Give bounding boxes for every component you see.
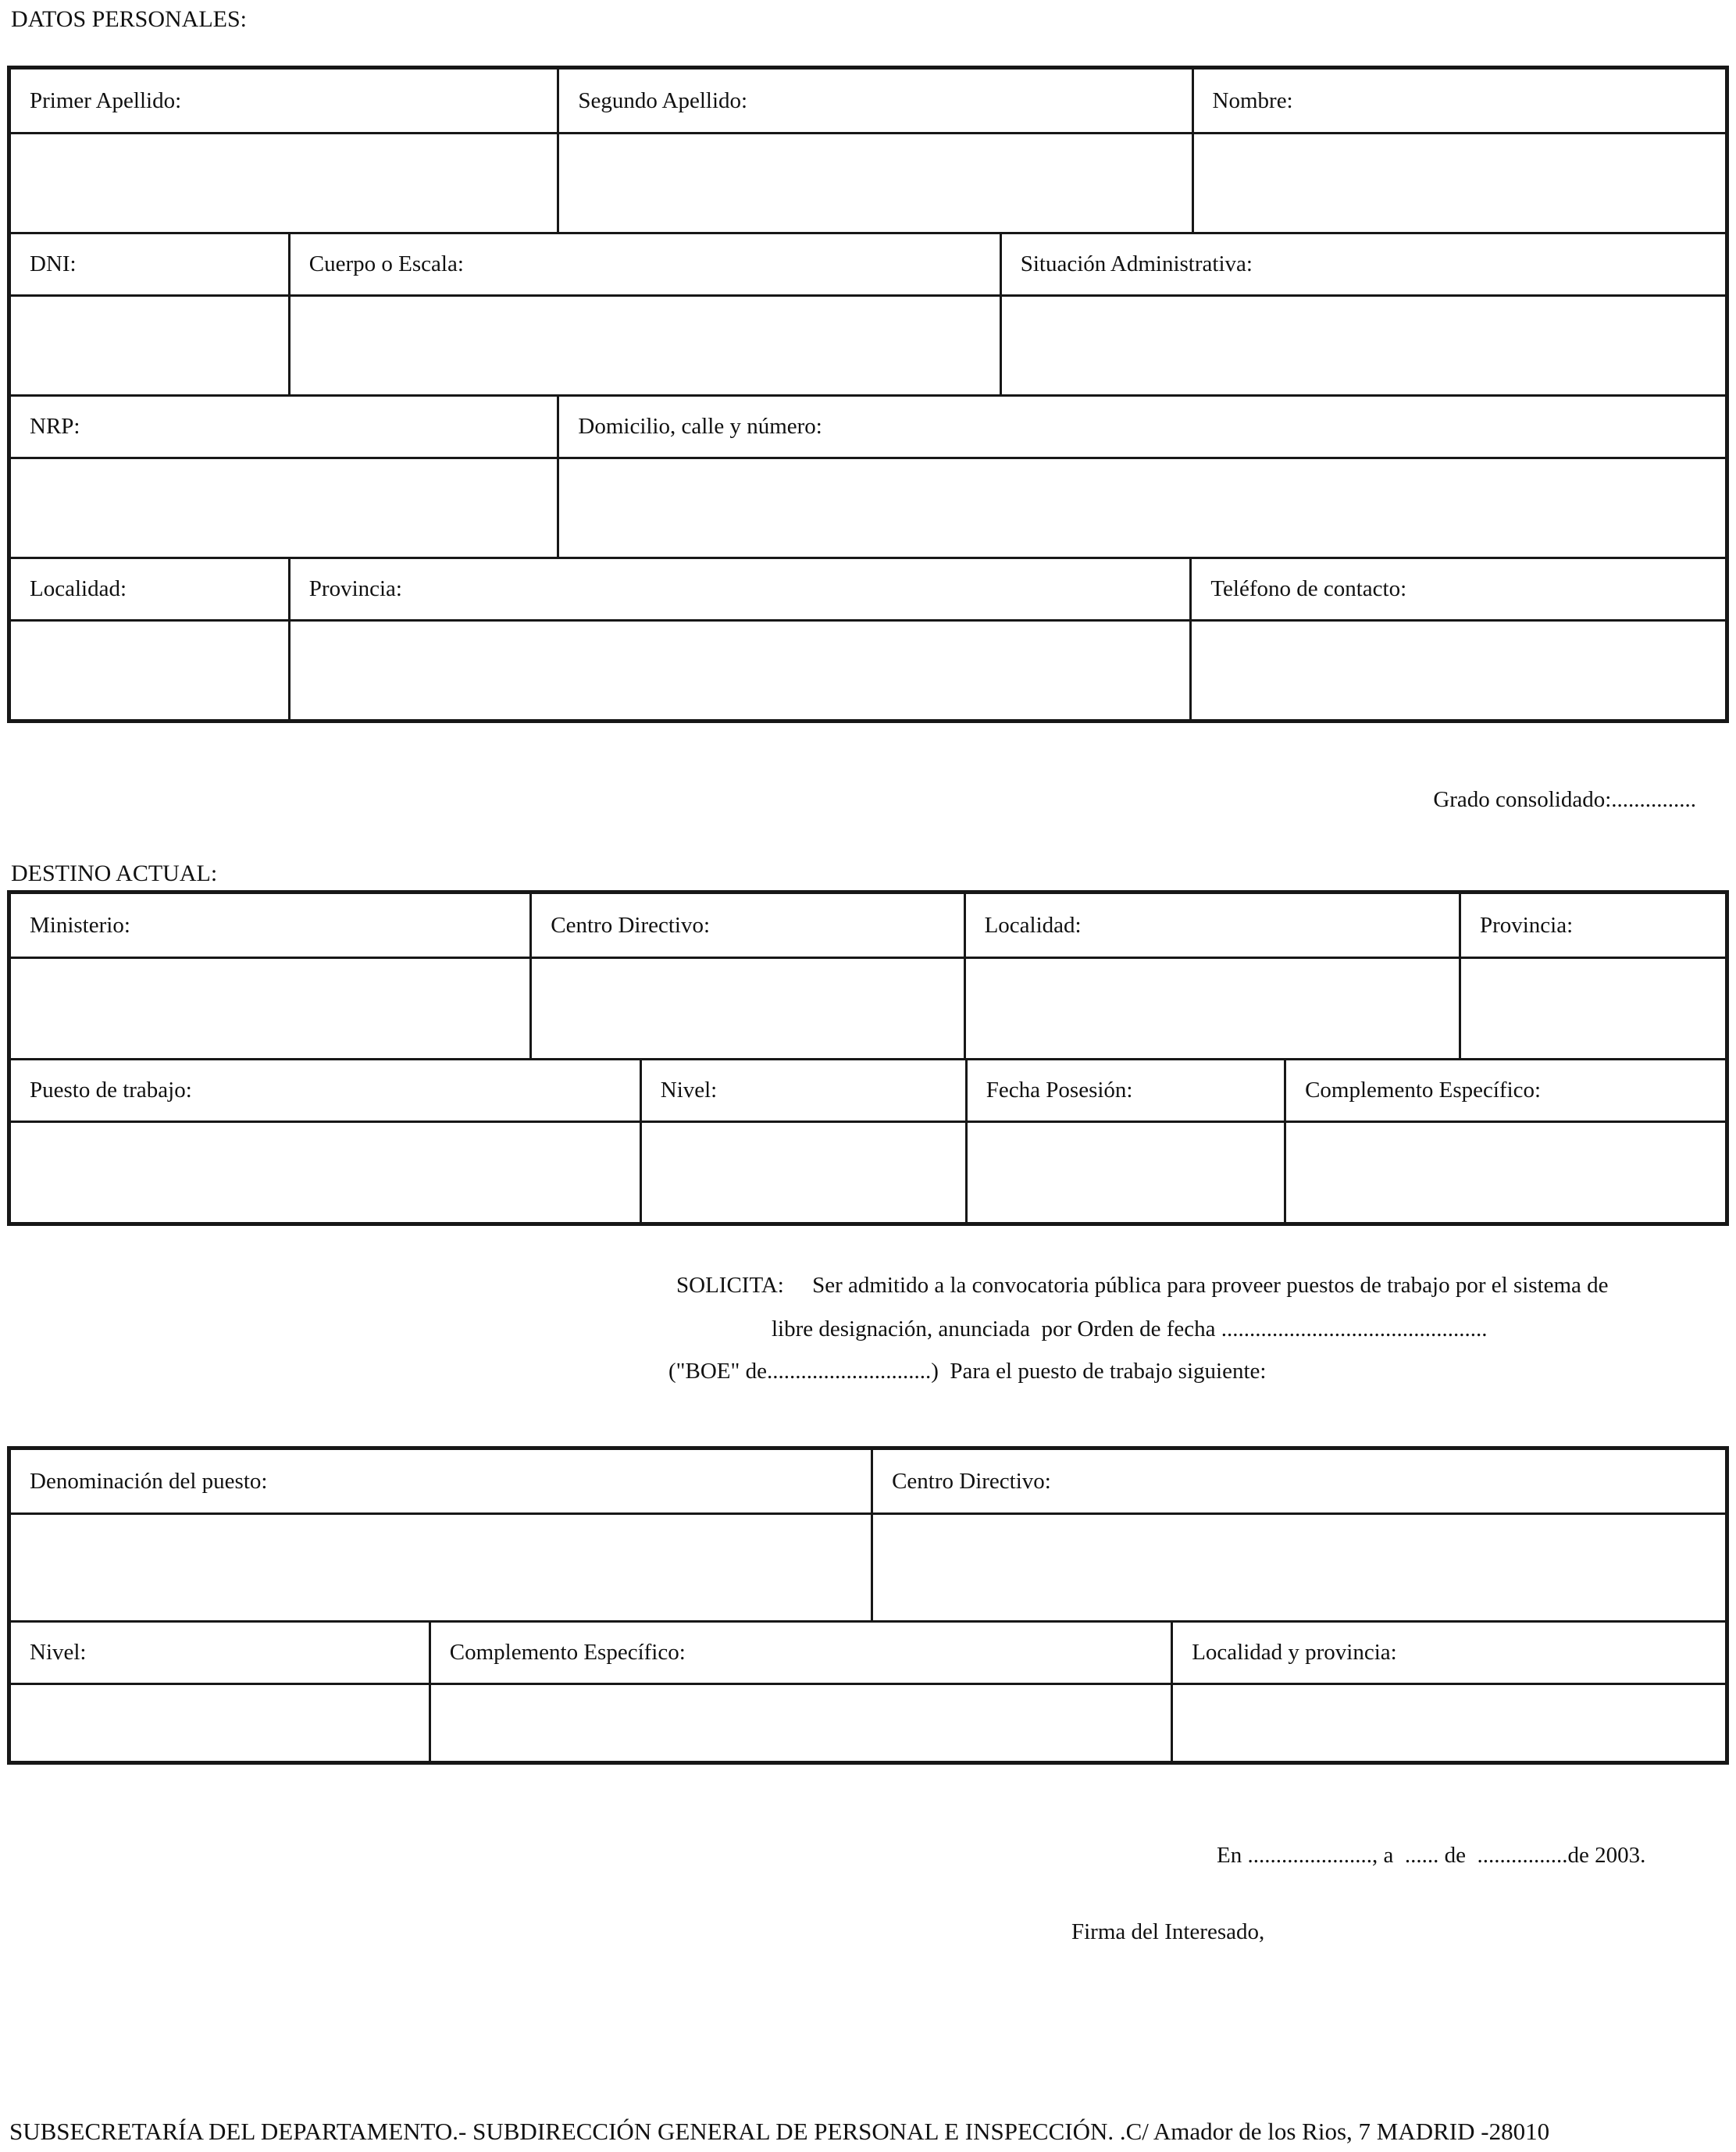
denominacion-puesto-input[interactable] — [11, 1515, 873, 1620]
ministerio-label: Ministerio: — [11, 894, 532, 957]
telefono-label: Teléfono de contacto: — [1210, 576, 1407, 601]
destino-localidad-label: Localidad: — [966, 894, 1461, 957]
localidad-input[interactable] — [11, 622, 291, 719]
nivel-input[interactable] — [642, 1123, 968, 1222]
situacion-administrativa-input[interactable] — [1002, 297, 1725, 394]
puesto-centro-directivo-label: Centro Directivo: — [892, 1468, 1051, 1494]
nombre-label: Nombre: — [1212, 87, 1293, 113]
puesto-nivel-label: Nivel: — [11, 1623, 431, 1683]
primer-apellido-label: Primer Apellido: — [11, 69, 559, 132]
table-row — [11, 1058, 1725, 1121]
complemento-especifico-input[interactable] — [1286, 1123, 1725, 1222]
dni-input[interactable] — [11, 297, 291, 394]
table-row — [11, 957, 1725, 1058]
table-row — [11, 132, 1725, 232]
date-line: En ......................, a ...... de ................de 2003. — [1217, 1843, 1646, 1868]
table-row — [11, 294, 1725, 394]
personal-data-table — [7, 66, 1729, 723]
table-row — [11, 1121, 1725, 1222]
datos-personales-heading: DATOS PERSONALES: — [11, 6, 248, 32]
table-row — [11, 457, 1725, 557]
table-row — [11, 1620, 1725, 1683]
footer-address: SUBSECRETARÍA DEL DEPARTAMENTO.- SUBDIRECCIÓN GENERAL DE PERSONAL E INSPECCIÓN. .C/ Amador de los Rios, 7 MADRID -28010 — [9, 2118, 1550, 2145]
solicita-line-1: SOLICITA: Ser admitido a la convocatoria pública para proveer puestos de trabajo por el sistema de — [676, 1273, 1609, 1298]
cuerpo-escala-label: Cuerpo o Escala: — [291, 234, 1002, 294]
segundo-apellido-label: Segundo Apellido: — [559, 69, 1193, 132]
table-row — [11, 232, 1725, 294]
nivel-label: Nivel: — [642, 1060, 968, 1121]
centro-directivo-input[interactable] — [532, 959, 965, 1058]
localidad-provincia-input[interactable] — [1173, 1685, 1725, 1761]
provincia-input[interactable] — [291, 622, 1192, 719]
destino-localidad-input[interactable] — [966, 959, 1461, 1058]
destino-actual-table — [7, 890, 1729, 1226]
domicilio-label: Domicilio, calle y número: — [578, 414, 822, 439]
situacion-administrativa-label: Situación Administrativa: — [1020, 251, 1253, 276]
puesto-solicitado-table — [7, 1446, 1729, 1765]
localidad-label: Localidad: — [11, 559, 291, 619]
table-row — [11, 557, 1725, 619]
telefono-input[interactable] — [1192, 622, 1725, 719]
cuerpo-escala-input[interactable] — [291, 297, 1002, 394]
fecha-posesion-input[interactable] — [968, 1123, 1286, 1222]
table-row — [11, 1683, 1725, 1761]
destino-provincia-input[interactable] — [1461, 959, 1725, 1058]
destino-actual-heading: DESTINO ACTUAL: — [11, 860, 218, 886]
signature-line: Firma del Interesado, — [1071, 1919, 1265, 1944]
grado-consolidado-label: Grado consolidado:............... — [1433, 787, 1696, 812]
puesto-complemento-input[interactable] — [431, 1685, 1173, 1761]
segundo-apellido-input[interactable] — [559, 134, 1193, 232]
table-row — [11, 894, 1725, 957]
nrp-label: NRP: — [11, 397, 559, 457]
dni-label: DNI: — [11, 234, 291, 294]
domicilio-input[interactable] — [559, 459, 1725, 557]
centro-directivo-label: Centro Directivo: — [532, 894, 965, 957]
solicita-line-3: ("BOE" de.............................) Para el puesto de trabajo siguiente: — [668, 1359, 1267, 1384]
primer-apellido-input[interactable] — [11, 134, 559, 232]
provincia-label: Provincia: — [291, 559, 1192, 619]
nombre-input[interactable] — [1194, 134, 1725, 232]
destino-provincia-label: Provincia: — [1479, 912, 1574, 938]
table-row — [11, 619, 1725, 719]
puesto-trabajo-label: Puesto de trabajo: — [11, 1060, 642, 1121]
table-row — [11, 1450, 1725, 1512]
table-row — [11, 1512, 1725, 1620]
localidad-provincia-label: Localidad y provincia: — [1192, 1640, 1397, 1665]
denominacion-puesto-label: Denominación del puesto: — [11, 1450, 873, 1512]
fecha-posesion-label: Fecha Posesión: — [968, 1060, 1286, 1121]
table-row — [11, 69, 1725, 132]
puesto-nivel-input[interactable] — [11, 1685, 431, 1761]
nrp-input[interactable] — [11, 459, 559, 557]
puesto-complemento-label: Complemento Específico: — [431, 1623, 1173, 1683]
puesto-centro-directivo-input[interactable] — [873, 1515, 1725, 1620]
solicita-line-2: libre designación, anunciada por Orden de fecha ............................................... — [772, 1316, 1488, 1341]
ministerio-input[interactable] — [11, 959, 532, 1058]
table-row — [11, 394, 1725, 457]
complemento-especifico-label: Complemento Específico: — [1305, 1078, 1542, 1103]
puesto-trabajo-input[interactable] — [11, 1123, 642, 1222]
